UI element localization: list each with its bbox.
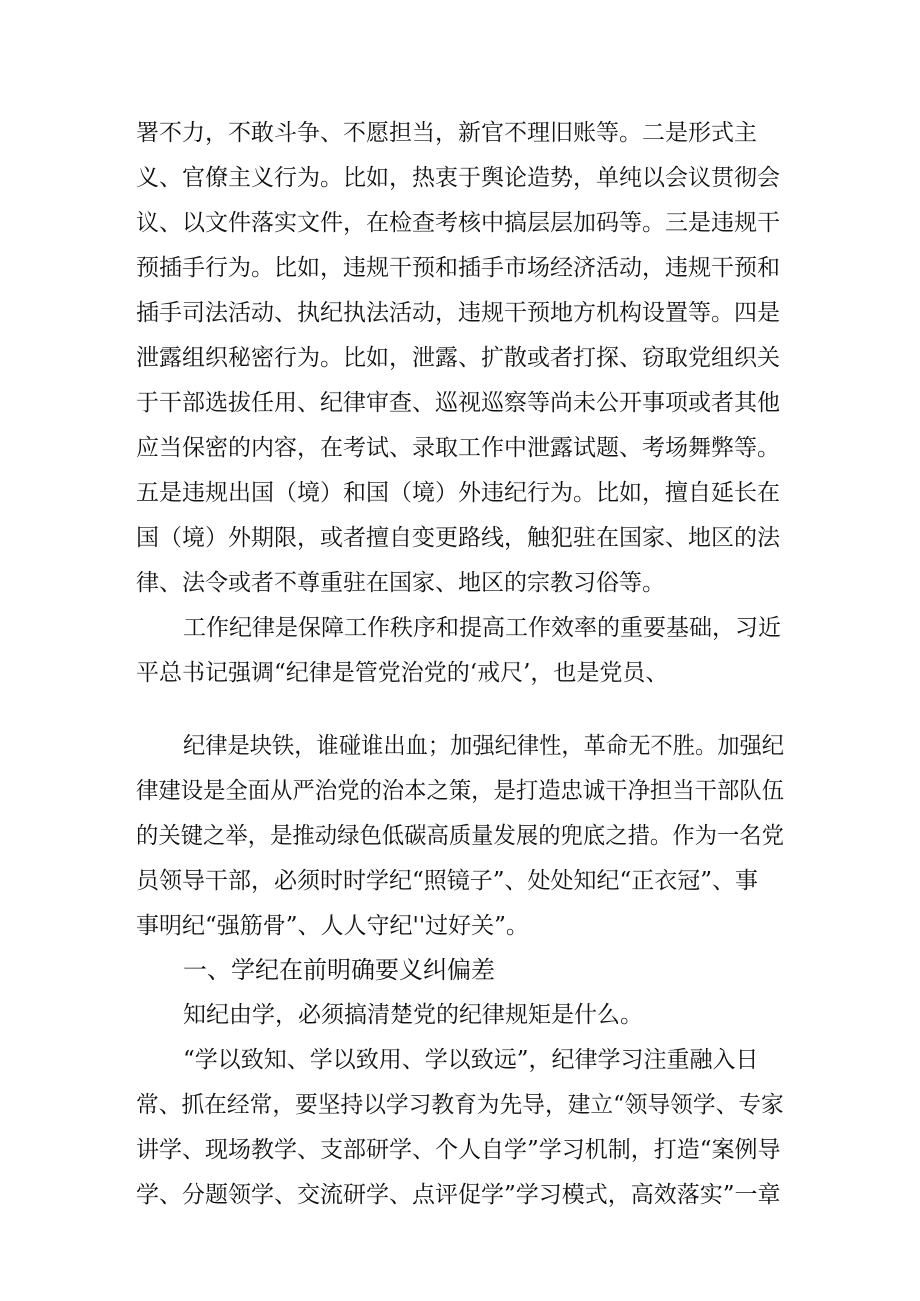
body-line: 预插手行为。比如，违规干预和插手市场经济活动，违规干预和 — [136, 255, 780, 281]
body-line: 学、分题领学、交流研学、点评促学”学习模式，高效落实”一章 — [136, 1182, 781, 1208]
body-line: 讲学、现场教学、支部研学、个人自学”学习机制，打造“案例导 — [136, 1137, 781, 1163]
body-line: 国（境）外期限，或者擅自变更路线，触犯驻在国家、地区的法 — [136, 525, 780, 551]
body-line: 插手司法活动、执纪执法活动，违规干预地方机构设置等。四是 — [136, 300, 780, 326]
body-line: 的关键之举，是推动绿色低碳高质量发展的兜底之措。作为一名党 — [136, 823, 784, 849]
paragraph-first-line: 纪律是块铁，谁碰谁出血；加强纪律性，革命无不胜。加强纪 — [183, 733, 785, 759]
body-line: 署不力，不敢斗争、不愿担当，新官不理旧账等。二是形式主 — [136, 120, 757, 146]
body-line: 常、抓在经常，要坚持以学习教育为先导，建立“领导领学、专家 — [136, 1092, 784, 1118]
body-line: 员领导干部，必须时时学纪“照镜子”、处处知纪“正衣冠”、事 — [136, 868, 759, 894]
body-line: 义、官僚主义行为。比如，热衷于舆论造势，单纯以会议贯彻会 — [136, 165, 780, 191]
body-line: 事明纪“强筋骨”、人人守纪''过好关”。 — [136, 913, 529, 939]
body-line: 于干部选拔任用、纪律审查、巡视巡察等尚未公开事项或者其他 — [136, 390, 780, 416]
body-line: 平总书记强调“纪律是管党治党的‘戒尺’，也是党员、 — [136, 660, 669, 686]
body-line: 应当保密的内容，在考试、录取工作中泄露试题、考场舞弊等。 — [136, 435, 780, 461]
body-line: 泄露组织秘密行为。比如，泄露、扩散或者打探、窃取党组织关 — [136, 345, 780, 371]
body-line: 五是违规出国（境）和国（境）外违纪行为。比如，擅自延长在 — [136, 480, 780, 506]
paragraph-first-line: 知纪由学，必须搞清楚党的纪律规矩是什么。 — [183, 1002, 643, 1028]
section-heading: 一、学纪在前明确要义纠偏差 — [183, 956, 495, 984]
paragraph-first-line: 工作纪律是保障工作秩序和提高工作效率的重要基础，习近 — [183, 615, 781, 641]
body-line: 律、法令或者不尊重驻在国家、地区的宗教习俗等。 — [136, 570, 665, 596]
paragraph-first-line: “学以致知、学以致用、学以致远”，纪律学习注重融入日 — [183, 1047, 759, 1073]
body-line: 律建设是全面从严治党的治本之策，是打造忠诚干净担当干部队伍 — [136, 778, 784, 804]
body-line: 议、以文件落实文件，在检查考核中搞层层加码等。三是违规干 — [136, 210, 780, 236]
